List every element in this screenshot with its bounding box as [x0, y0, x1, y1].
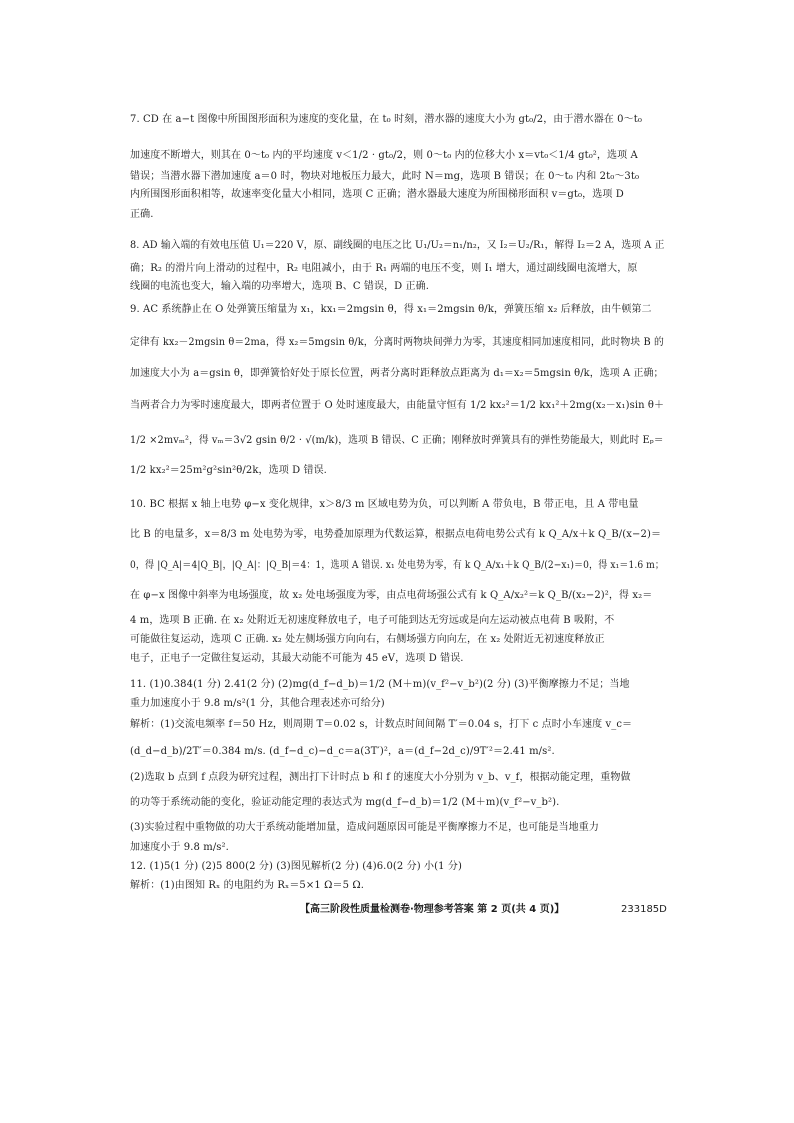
text-line: 0，得 |Q_A|＝4|Q_B|，|Q_A|：|Q_B|＝4：1，选项 A 错误. x₁ 处电势为零，有 k Q_A/x₁＋k Q_B/(2−x₁)＝0，得 x₁＝1.6 m；: [130, 560, 665, 571]
text-line: 确；R₂ 的滑片向上滑动的过程中，R₂ 电阻减小，由于 R₁ 两端的电压不变，则 I₁ 增大，通过副线圈电流增大，原: [130, 263, 638, 274]
text-line: 正确.: [130, 209, 154, 220]
text-line: 内所围图形面积相等，故速率变化量大小相同，选项 C 正确；潜水器最大速度为所围梯形面积 v＝gt₀，选项 D: [130, 189, 624, 200]
text-line: 加速度大小为 a＝gsin θ，即弹簧恰好处于原长位置，两者分离时距释放点距离为 d₁＝x₂＝5mgsin θ/k，选项 A 正确；: [130, 368, 664, 379]
text-line: 10. BC 根据 x 轴上电势 φ−x 变化规律，x＞8/3 m 区域电势为负，可以判断 A 带负电，B 带正电，且 A 带电量: [130, 499, 639, 510]
text-line: 1/2 ×2mvₘ²，得 vₘ＝3√2 gsin θ/2 · √(m/k)，选项 B 错误、C 正确；刚释放时弹簧具有的弹性势能最大，则此时 Eₚ＝: [130, 435, 664, 446]
text-line: 的功等于系统动能的变化，验证动能定理的表达式为 mg(d_f−d_b)＝1/2 (M＋m)(v_f²−v_b²).: [130, 797, 560, 808]
text-line: 比 B 的电量多，x＝8/3 m 处电势为零，电势叠加原理为代数运算，根据点电荷电势公式有 k Q_A/x＋k Q_B/(x−2)＝: [130, 529, 662, 540]
text-line: (2)选取 b 点到 f 点段为研究过程，测出打下计时点 b 和 f 的速度大小分别为 v_b、v_f，根据动能定理，重物做: [130, 772, 631, 783]
text-line: 8. AD 输入端的有效电压值 U₁＝220 V，原、副线圈的电压之比 U₁/U₂＝n₁/n₂，又 I₂＝U₂/R₁，解得 I₂＝2 A，选项 A 正: [130, 240, 665, 251]
text-line: 11. (1)0.384(1 分) 2.41(2 分) (2)mg(d_f−d_b)＝1/2 (M＋m)(v_f²−v_b²)(2 分) (3)平衡摩擦力不足；当地: [130, 679, 630, 690]
text-line: 电子，正电子一定做往复运动，其最大动能不可能为 45 eV，选项 D 错误.: [130, 653, 464, 664]
document-code: 233185D: [621, 904, 667, 915]
text-line: 9. AC 系统静止在 O 处弹簧压缩量为 x₁，kx₁＝2mgsin θ，得 x₁＝2mgsin θ/k，弹簧压缩 x₂ 后释放，由牛顿第二: [130, 304, 652, 315]
text-line: (d_d−d_b)/2T′＝0.384 m/s. (d_f−d_c)−d_c＝a(3T′)²，a＝(d_f−2d_c)/9T′²＝2.41 m/s².: [130, 746, 555, 757]
text-line: 线圈的电流也变大，输入端的功率增大，选项 B、C 错误，D 正确.: [130, 281, 430, 292]
text-line: 定律有 kx₂－2mgsin θ＝2ma，得 x₂＝5mgsin θ/k，分离时两物块间弹力为零，其速度相同加速度相同，此时物块 B 的: [130, 337, 664, 348]
text-line: 在 φ−x 图像中斜率为电场强度，故 x₂ 处电场强度为零，由点电荷场强公式有 k Q_A/x₂²＝k Q_B/(x₂−2)²，得 x₂＝: [130, 590, 653, 601]
text-line: 4 m，选项 B 正确. 在 x₂ 处附近无初速度释放电子，电子可能到达无穷远或是向左运动被点电荷 B 吸附，不: [130, 615, 615, 626]
text-line: 当两者合力为零时速度最大，即两者位置于 O 处时速度最大，由能量守恒有 1/2 kx₂²＝1/2 kx₁²＋2mg(x₂－x₁)sin θ＋: [130, 400, 665, 411]
text-line: 重力加速度小于 9.8 m/s²(1 分，其他合理表述亦可给分): [130, 698, 385, 709]
text-line: 1/2 kx₂²＝25m²g²sin²θ/2k，选项 D 错误.: [130, 465, 327, 476]
text-line: 解析：(1)由图知 Rₓ 的电阻约为 Rₓ＝5×1 Ω＝5 Ω.: [130, 880, 365, 891]
text-line: (3)实验过程中重物做的功大于系统动能增加量，造成问题原因可能是平衡摩擦力不足，也可能是当地重力: [130, 822, 599, 833]
text-line: 错误；当潜水器下潜加速度 a＝0 时，物块对地板压力最大，此时 N＝mg，选项 B 错误；在 0～t₀ 内和 2t₀～3t₀: [130, 171, 640, 182]
page-footer: 【高三阶段性质量检测卷·物理参考答案 第 2 页(共 4 页)】: [300, 904, 565, 915]
text-line: 可能做往复运动，选项 C 正确. x₂ 处左侧场强方向向右，右侧场强方向向左，在 x₂ 处附近无初速度释放正: [130, 634, 605, 645]
text-line: 12. (1)5(1 分) (2)5 800(2 分) (3)图见解析(2 分) (4)6.0(2 分) 小(1 分): [130, 861, 462, 872]
text-line: 加速度不断增大，则其在 0～t₀ 内的平均速度 v＜1/2 · gt₀/2，则 0～t₀ 内的位移大小 x＝vt₀＜1/4 gt₀²，选项 A: [130, 150, 638, 161]
text-line: 加速度小于 9.8 m/s².: [130, 842, 229, 853]
text-line: 7. CD 在 a−t 图像中所围图形面积为速度的变化量，在 t₀ 时刻，潜水器的速度大小为 gt₀/2，由于潜水器在 0～t₀: [130, 114, 642, 125]
text-line: 解析：(1)交流电频率 f＝50 Hz，则周期 T＝0.02 s，计数点时间间隔 T′＝0.04 s，打下 c 点时小车速度 v_c＝: [130, 719, 633, 730]
